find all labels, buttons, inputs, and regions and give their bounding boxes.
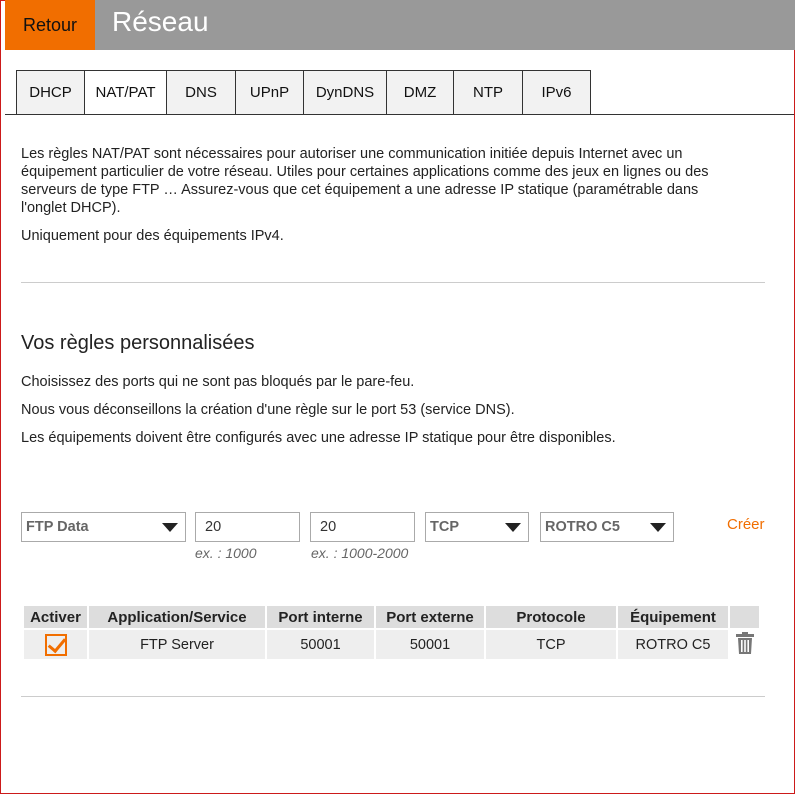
col-header-protocole: Protocole <box>486 606 616 628</box>
external-port-input[interactable]: 20 <box>310 512 415 542</box>
chevron-down-icon <box>650 523 666 532</box>
protocol-select[interactable] <box>425 512 529 542</box>
external-port-cell: 50001 <box>376 630 484 659</box>
chevron-down-icon <box>162 523 178 532</box>
device-select-value: ROTRO C5 <box>545 519 620 535</box>
internal-port-input[interactable]: 20 <box>195 512 300 542</box>
col-header-service: Application/Service <box>89 606 265 628</box>
tabs-divider <box>5 114 794 115</box>
col-header-activer: Activer <box>24 606 87 628</box>
service-select[interactable] <box>21 512 186 542</box>
tab-ntp[interactable]: NTP <box>453 70 522 115</box>
trash-icon[interactable] <box>736 632 754 654</box>
section-title: Vos règles personnalisées <box>21 332 255 354</box>
col-header-actions <box>730 606 759 628</box>
service-select-value: FTP Data <box>26 519 89 535</box>
tab-dyndns[interactable]: DynDNS <box>303 70 386 115</box>
delete-cell <box>730 630 759 659</box>
divider <box>21 282 765 283</box>
service-cell: FTP Server <box>89 630 265 659</box>
back-button[interactable]: Retour <box>5 0 95 50</box>
chevron-down-icon <box>505 523 521 532</box>
intro-line-4: l'onglet DHCP). <box>21 200 121 216</box>
device-cell: ROTRO C5 <box>618 630 728 659</box>
tab-upnp[interactable]: UPnP <box>235 70 303 115</box>
divider <box>21 696 765 697</box>
rules-text-3: Les équipements doivent être configurés avec une adresse IP statique pour être disponibles. <box>21 430 616 446</box>
protocol-select-value: TCP <box>430 519 459 535</box>
device-select[interactable] <box>540 512 674 542</box>
table-row <box>24 630 759 659</box>
tab-dmz[interactable]: DMZ <box>386 70 453 115</box>
enable-cell <box>24 630 87 659</box>
enable-checkbox[interactable] <box>45 634 67 656</box>
tab-dns[interactable]: DNS <box>166 70 235 115</box>
tab-bar <box>16 70 591 115</box>
col-header-port-externe: Port externe <box>376 606 484 628</box>
internal-port-hint: ex. : 1000 <box>195 545 257 561</box>
internal-port-cell: 50001 <box>267 630 374 659</box>
tab-ipv6[interactable]: IPv6 <box>522 70 591 115</box>
ipv4-note: Uniquement pour des équipements IPv4. <box>21 228 284 244</box>
tab-dhcp[interactable]: DHCP <box>16 70 84 115</box>
col-header-equipement: Équipement <box>618 606 728 628</box>
create-button[interactable]: Créer <box>727 516 765 533</box>
intro-line-2: équipement particulier de votre réseau. Utiles pour certaines applications comme des jeux en lignes ou des <box>21 164 709 180</box>
protocol-cell: TCP <box>486 630 616 659</box>
rules-text-2: Nous vous déconseillons la création d'une règle sur le port 53 (service DNS). <box>21 402 515 418</box>
intro-line-1: Les règles NAT/PAT sont nécessaires pour autoriser une communication initiée depuis Internet avec un <box>21 146 683 162</box>
page-title: Réseau <box>112 6 209 37</box>
intro-line-3: serveurs de type FTP … Assurez-vous que cet équipement a une adresse IP statique (paramétrable dans <box>21 182 699 198</box>
external-port-hint: ex. : 1000-2000 <box>311 545 409 561</box>
rules-text-1: Choisissez des ports qui ne sont pas bloqués par le pare-feu. <box>21 374 415 390</box>
rules-table <box>22 604 761 661</box>
tab-nat-pat[interactable]: NAT/PAT <box>84 70 166 115</box>
col-header-port-interne: Port interne <box>267 606 374 628</box>
